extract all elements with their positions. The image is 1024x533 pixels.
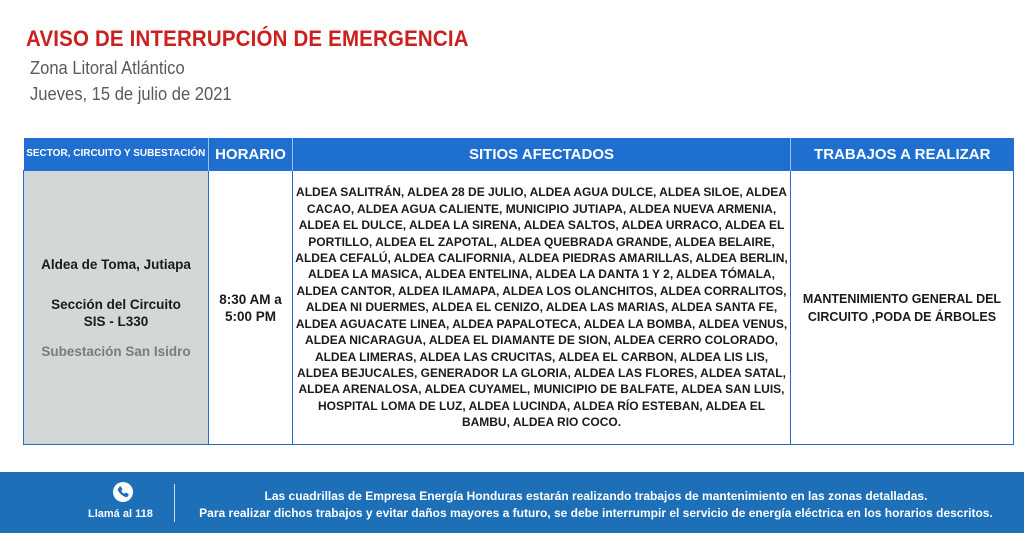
column-header-horario: HORARIO	[209, 138, 293, 171]
footer-message-line1: Las cuadrillas de Empresa Energía Honduras estarán realizando trabajos de mantenimiento en las zonas detalladas.	[264, 489, 928, 503]
footer-message-line2: Para realizar dichos trabajos y evitar daños mayores a futuro, se debe interrumpir el servicio de energía eléctrica en los horarios descritos.	[199, 506, 993, 520]
circuit-code: SIS - L330	[83, 313, 149, 329]
outage-table	[23, 138, 1014, 445]
footer-divider	[174, 484, 175, 522]
notice-header	[26, 26, 502, 105]
phone-icon	[113, 482, 133, 502]
location-name: Aldea de Toma, Jutiapa	[41, 256, 191, 272]
call-label: Llamá al 118	[88, 508, 153, 520]
column-header-sitios: SITIOS AFECTADOS	[293, 138, 791, 171]
trabajos-cell: MANTENIMIENTO GENERAL DEL CIRCUITO ,PODA DE ÁRBOLES	[791, 171, 1014, 445]
sitios-cell: ALDEA SALITRÁN, ALDEA 28 DE JULIO, ALDEA AGUA DULCE, ALDEA SILOE, ALDEA CACAO, ALDEA AGUA CALIENTE, MUNICIPIO JUTIAPA, ALDEA NUEVA ARMENIA, ALDEA EL DULCE, ALDEA LA SIRENA, ALDEA SALTOS, ALDEA URRACO, ALDEA EL PORTILLO, ALDEA EL ZAPOTAL, ALDEA QUEBRADA GRANDE, ALDEA BELAIRE, ALDEA CEFALÚ, ALDEA CALIFORNIA, ALDEA PIEDRAS AMARILLAS, ALDEA BERLIN, ALDEA LA MASICA, ALDEA ENTELINA, ALDEA LA DANTA 1 Y 2, ALDEA TÓMALA, ALDEA CANTOR, ALDEA ILAMAPA, ALDEA LOS OLANCHITOS, ALDEA CORRALITOS, ALDEA NI DUERMES, ALDEA EL CENIZO, ALDEA LAS MARIAS, ALDEA SANTA FE, ALDEA AGUACATE LINEA, ALDEA PAPALOTECA, ALDEA LA BOMBA, ALDEA VENUS, ALDEA NICARAGUA, ALDEA EL DIAMANTE DE SION, ALDEA CERRO COLORADO, ALDEA LIMERAS, ALDEA LAS CRUCITAS, ALDEA EL CARBON, ALDEA LIS LIS, ALDEA BEJUCALES, GENERADOR LA GLORIA, ALDEA LAS FLORES, ALDEA SATAL, ALDEA ARENALOSA, ALDEA CUYAMEL, MUNICIPIO DE BALFATE, ALDEA SAN LUIS, HOSPITAL LOMA DE LUZ, ALDEA LUCINDA, ALDEA RÍO ESTEBAN, ALDEA EL BAMBU, ALDEA RIO COCO.	[293, 171, 791, 445]
zone-label: Zona Litoral Atlántico	[30, 58, 185, 78]
table-row	[24, 171, 1014, 445]
footer-message	[186, 488, 1006, 522]
date-label: Jueves, 15 de julio de 2021	[30, 84, 232, 104]
horario-cell	[209, 171, 293, 445]
substation-name: Subestación San Isidro	[41, 343, 191, 359]
circuit-info	[24, 296, 208, 330]
footer-banner	[0, 472, 1024, 533]
column-header-trabajos: TRABAJOS A REALIZAR	[791, 138, 1014, 171]
horario-start: 8:30 AM a	[219, 291, 282, 307]
circuit-label: Sección del Circuito	[51, 296, 181, 312]
table-header-row	[24, 138, 1014, 171]
sector-cell	[24, 171, 209, 445]
column-header-sector: SECTOR, CIRCUITO Y SUBESTACIÓN	[24, 138, 209, 171]
horario-end: 5:00 PM	[224, 308, 277, 324]
page-title: AVISO DE INTERRUPCIÓN DE EMERGENCIA	[26, 26, 469, 51]
